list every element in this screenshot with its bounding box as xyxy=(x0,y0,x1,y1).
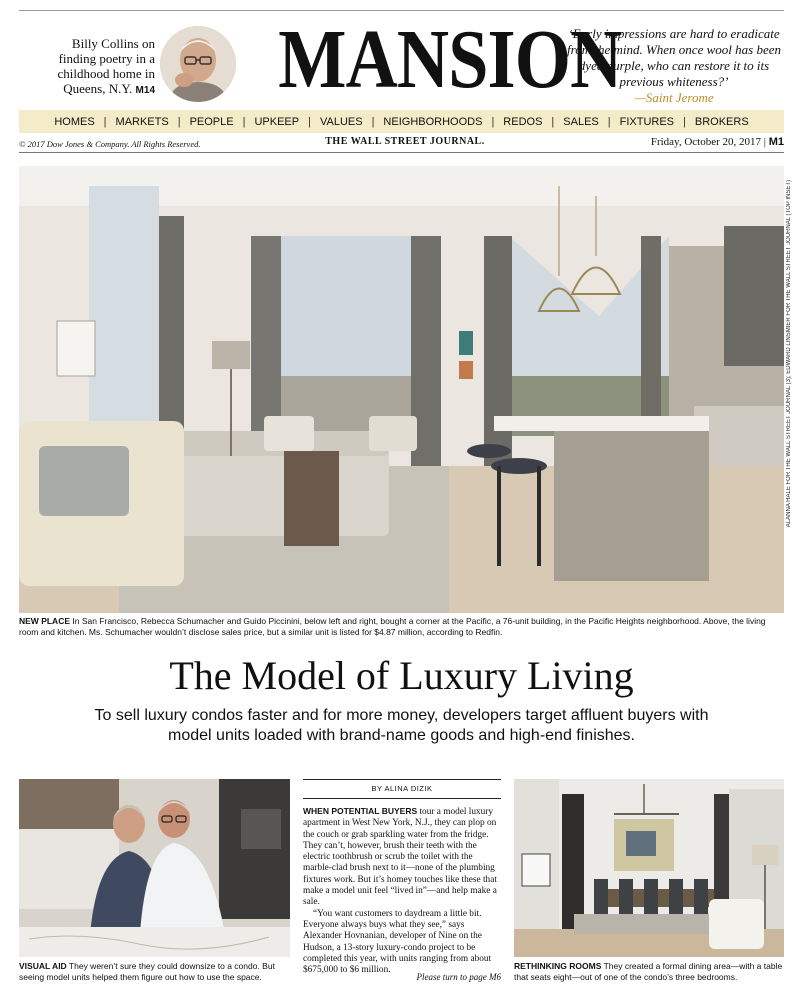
caption-lead: VISUAL AID xyxy=(19,961,67,971)
section-nav xyxy=(19,110,784,133)
lead-in: WHEN POTENTIAL BUYERS xyxy=(303,806,418,816)
teaser-portrait[interactable] xyxy=(160,26,236,102)
newspaper-name: THE WALL STREET JOURNAL. xyxy=(325,136,485,147)
right-photo-image xyxy=(514,779,784,957)
nav-separator: | xyxy=(607,115,611,128)
left-photo-image xyxy=(19,779,290,957)
photo-credit-text: ALANNA HALE FOR THE WALL STREET JOURNAL (3); EDWARD LINSMIER FOR THE WALL STREET JOURNAL (TOP INSET) xyxy=(786,180,792,528)
caption-text: In San Francisco, Rebecca Schumacher and Guido Piccinini, below left and right, bought a corner at the Pacific, a 76-unit building, in the Pacific Heights neighborhood. Above, the living room and kitchen. Ms. Schumacher wouldn’t disclose sales price, but a similar unit is listed for $4.87 million, according to Redfin. xyxy=(19,616,766,637)
nav-item-brokers[interactable]: BROKERS xyxy=(694,115,749,128)
nav-item-people[interactable]: PEOPLE xyxy=(189,115,234,128)
teaser-page: M14 xyxy=(135,85,155,96)
teaser-block[interactable] xyxy=(40,36,155,98)
main-photo-living-room-kitchen[interactable] xyxy=(19,166,784,613)
nav-separator: | xyxy=(103,115,107,128)
teaser-text: Billy Collins on finding poetry in a childhood home in Queens, N.Y. xyxy=(57,36,155,96)
nav-item-sales[interactable]: SALES xyxy=(563,115,599,128)
nav-separator: | xyxy=(371,115,375,128)
quote-text: ‘Early impressions are hard to eradicate from the mind. When once wool has been dyed purple, who can restore it to its previous whiteness?’ xyxy=(567,26,781,89)
nav-separator: | xyxy=(308,115,311,128)
caption-text: They created a formal dining area—with a table that seats eight—out of one of the condo’s three bedrooms. xyxy=(514,961,783,982)
byline-rule xyxy=(303,779,501,780)
nav-separator: | xyxy=(551,115,555,128)
quote-attribution: —Saint Jerome xyxy=(634,90,714,105)
photo-credit xyxy=(786,180,800,610)
masthead-quote xyxy=(560,26,788,106)
nav-separator: | xyxy=(491,115,495,128)
nav-item-redos[interactable]: REDOS xyxy=(503,115,543,128)
nav-separator: | xyxy=(683,115,686,128)
caption-text: They weren’t sure they could downsize to a condo. But seeing model units helped them figure out how to use the space. xyxy=(19,961,275,982)
nav-separator: | xyxy=(177,115,181,128)
left-photo-couple[interactable] xyxy=(19,779,290,957)
nav-item-markets[interactable]: MARKETS xyxy=(115,115,169,128)
folio-rule xyxy=(19,152,784,153)
masthead-top-rule xyxy=(19,10,784,11)
copyright-notice: © 2017 Dow Jones & Company. All Rights Reserved. xyxy=(19,139,201,149)
nav-item-upkeep[interactable]: UPKEEP xyxy=(254,115,300,128)
nav-separator: | xyxy=(242,115,246,128)
page-number: M1 xyxy=(768,136,784,148)
paragraph: “You want customers to daydream a little bit. Everyone always buys what they see,” says Alexander Hovnanian, developer of Nine on the Hudson, a 13-story luxury-condo project to be completed this year, with units ranging from about $675,000 to $6 million. xyxy=(303,908,492,976)
main-photo-image xyxy=(19,166,784,613)
continued-link[interactable]: Please turn to page M6 xyxy=(416,972,501,982)
nav-item-neighborhoods[interactable]: NEIGHBORHOODS xyxy=(383,115,483,128)
main-photo-caption xyxy=(19,616,784,638)
right-photo-caption xyxy=(514,961,784,983)
article-deck: To sell luxury condos faster and for more money, developers target affluent buyers with model units loaded with brand-name goods and high-end finishes. xyxy=(94,707,709,744)
paragraph xyxy=(303,806,501,909)
left-photo-caption xyxy=(19,961,290,983)
byline-rule xyxy=(303,798,501,799)
right-photo-dining-room[interactable] xyxy=(514,779,784,957)
issue-date: Friday, October 20, 2017 xyxy=(650,136,762,148)
paragraph-text: tour a model luxury apartment in West New York, N.J., they can plop on the couch or grab sparkling water from the fridge. They can’t, however, brush their teeth with the electric toothbrush or scrub the toilet with the marble-clad brush next to it—none of the plumbing fixtures work. But it’s homey touches like these that make a model unit feel “lived in”—and help make a sale. xyxy=(303,807,497,908)
article-headline[interactable]: The Model of Luxury Living xyxy=(169,653,634,698)
byline: BY ALINA DIZIK xyxy=(371,784,433,793)
caption-lead: RETHINKING ROOMS xyxy=(514,961,602,971)
article-body xyxy=(303,806,501,976)
nav-item-values[interactable]: VALUES xyxy=(319,115,363,128)
section-title: MANSION xyxy=(278,13,622,106)
nav-item-homes[interactable]: HOMES xyxy=(54,115,95,128)
portrait-image xyxy=(160,26,236,102)
date-line: Friday, October 20, 2017 | M1 xyxy=(650,136,784,148)
nav-item-fixtures[interactable]: FIXTURES xyxy=(619,115,675,128)
caption-lead: NEW PLACE xyxy=(19,616,70,626)
